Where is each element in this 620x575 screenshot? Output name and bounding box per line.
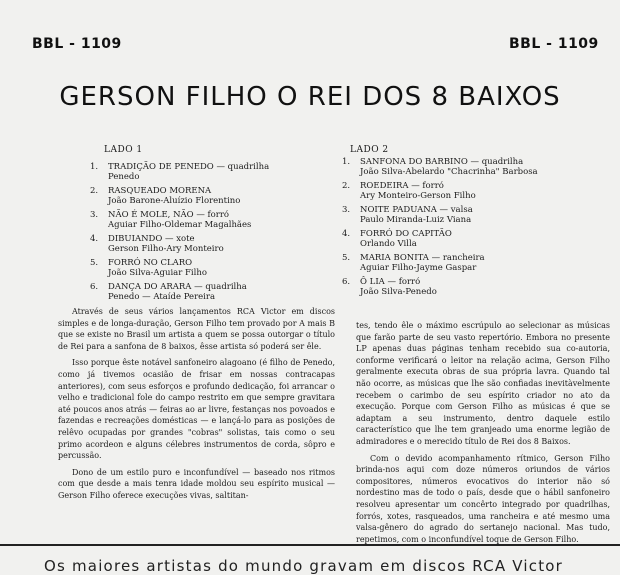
side-2-tracklist [342, 157, 572, 301]
track-title: NÃO É MOLE, NÃO — forró [108, 210, 230, 220]
liner-paragraph: Dono de um estilo puro e inconfundível — baseado nos ritmos com que desde a mais tenra idade moldou seu espírito musical — Gerson Filho oferece execuções vivas, saltitan- [58, 467, 335, 500]
track-title: TRADIÇÃO DE PENEDO — quadrilha [108, 162, 270, 172]
track-authors: João Silva-Abelardo "Chacrinha" Barbosa [360, 167, 538, 177]
liner-notes-left-column [58, 306, 335, 507]
track-authors: Penedo [108, 172, 140, 182]
catalog-number-right: BBL - 1109 [509, 36, 599, 52]
track-item [342, 205, 572, 225]
liner-paragraph: Com o devido acompanhamento rítmico, Gerson Filho brinda-nos aqui com doze números oriundos de vários compositores, números evocativos do interior não só nordestino mas de todo o país, desde que o hábil sanfoneiro resolveu apresentar um concêrto integrado por quadrilhas, forrós, xotes, rasqueados, uma rancheira e até mesmo uma valsa-gênero do agrado do sertanejo nacional. Mas tudo, repetimos, com o inconfundível toque de Gerson Filho. [356, 453, 610, 544]
track-number: 5. [342, 253, 351, 263]
track-title: Ô LIA — forró [360, 277, 421, 287]
side-1-label: LADO 1 [104, 145, 143, 155]
track-authors: Aguiar Filho-Jayme Gaspar [360, 263, 477, 273]
track-item [90, 186, 320, 206]
track-number: 3. [342, 205, 351, 215]
track-number: 4. [342, 229, 351, 239]
track-authors: João Silva-Aguiar Filho [108, 268, 207, 278]
side-1-tracklist [90, 162, 320, 306]
track-number: 2. [342, 181, 351, 191]
track-title: DIBUIANDO — xote [108, 234, 195, 244]
track-title: FORRÓ NO CLARO [108, 258, 193, 268]
track-item [342, 181, 572, 201]
liner-paragraph: tes, tendo êle o máximo escrúpulo ao selecionar as músicas que farão parte de seu vasto repertório. Embora no presente LP apenas duas páginas tenham recebido sua co-autoria, conforme verificará o leitor na relação acima, Gerson Filho geralmente executa obras de sua própria lavra. Quando tal não ocorre, as músicas que lhe são confiadas inevitàvelmente recebem o carimbo de seu espírito criador no ato da execução. Porque com Gerson Filho as músicas é que se adaptam a seu instrumento, dentro daquele estilo característico que lhe tem granjeado uma enorme legião de admiradores e o merecido título de Rei dos 8 Baixos. [356, 321, 610, 446]
track-number: 3. [90, 210, 99, 220]
track-item [342, 277, 572, 297]
liner-paragraph: Através de seus vários lançamentos RCA Victor em discos simples e de longa-duração, Gerson Filho tem provado por A mais B que se existe no Brasil um artista a quem se possa outorgar o título de Rei para a sanfona de 8 baixos, êsse artista só poderá ser êle. [58, 307, 335, 351]
track-title: SANFONA DO BARBINO — quadrilha [360, 157, 524, 167]
track-authors: João Silva-Penedo [360, 287, 437, 297]
track-number: 6. [342, 277, 351, 287]
track-number: 6. [90, 282, 99, 292]
track-number: 2. [90, 186, 99, 196]
track-title: FORRÓ DO CAPITÃO [360, 229, 452, 239]
track-title: RASQUEADO MORENA [108, 186, 212, 196]
track-item [90, 210, 320, 230]
track-title: ROEDEIRA — forró [360, 181, 444, 191]
track-item [90, 282, 320, 302]
footer-slogan: Os maiores artistas do mundo gravam em discos RCA Victor [44, 557, 564, 575]
track-item [342, 157, 572, 177]
track-item [342, 253, 572, 273]
liner-notes-right-column [356, 320, 610, 550]
track-authors: Ary Monteiro-Gerson Filho [360, 191, 476, 201]
track-authors: João Barone-Aluízio Florentino [108, 196, 241, 206]
track-item [90, 234, 320, 254]
track-item [90, 258, 320, 278]
track-number: 4. [90, 234, 99, 244]
album-title: GERSON FILHO O REI DOS 8 BAIXOS [59, 82, 561, 112]
track-number: 1. [90, 162, 99, 172]
track-title: DANÇA DO ARARA — quadrilha [108, 282, 247, 292]
track-title: NOITE PADUANA — valsa [360, 205, 473, 215]
track-authors: Gerson Filho-Ary Monteiro [108, 244, 224, 254]
footer-divider [0, 544, 620, 546]
track-authors: Penedo — Ataíde Pereira [108, 292, 216, 302]
track-title: MARIA BONITA — rancheira [360, 253, 485, 263]
track-item [90, 162, 320, 182]
track-item [342, 229, 572, 249]
side-2-label: LADO 2 [350, 145, 389, 155]
catalog-number-left: BBL - 1109 [32, 36, 122, 52]
track-number: 1. [342, 157, 351, 167]
liner-paragraph: Isso porque êste notável sanfoneiro alagoano (é filho de Penedo, como já tivemos ocasião de frisar em nossas contracapas anteriores), com seus esforços e profundo dedicação, foi arrancar o velho e tradicional fole do campo restrito em que sempre gravitara até poucos anos atrás — feiras ao ar livre, festanças nos povoados e fazendas e recreações domésticas — e lançá-lo para as posições de relêvo ocupadas por grandes "cobras" solistas, tais como o seu primo acordeon e alguns célebres instrumentos de corda, sôpro e percussão. [58, 358, 335, 461]
track-authors: Aguiar Filho-Oldemar Magalhães [108, 220, 252, 230]
track-number: 5. [90, 258, 99, 268]
track-authors: Orlando Villa [360, 239, 417, 249]
track-authors: Paulo Miranda-Luiz Viana [360, 215, 472, 225]
